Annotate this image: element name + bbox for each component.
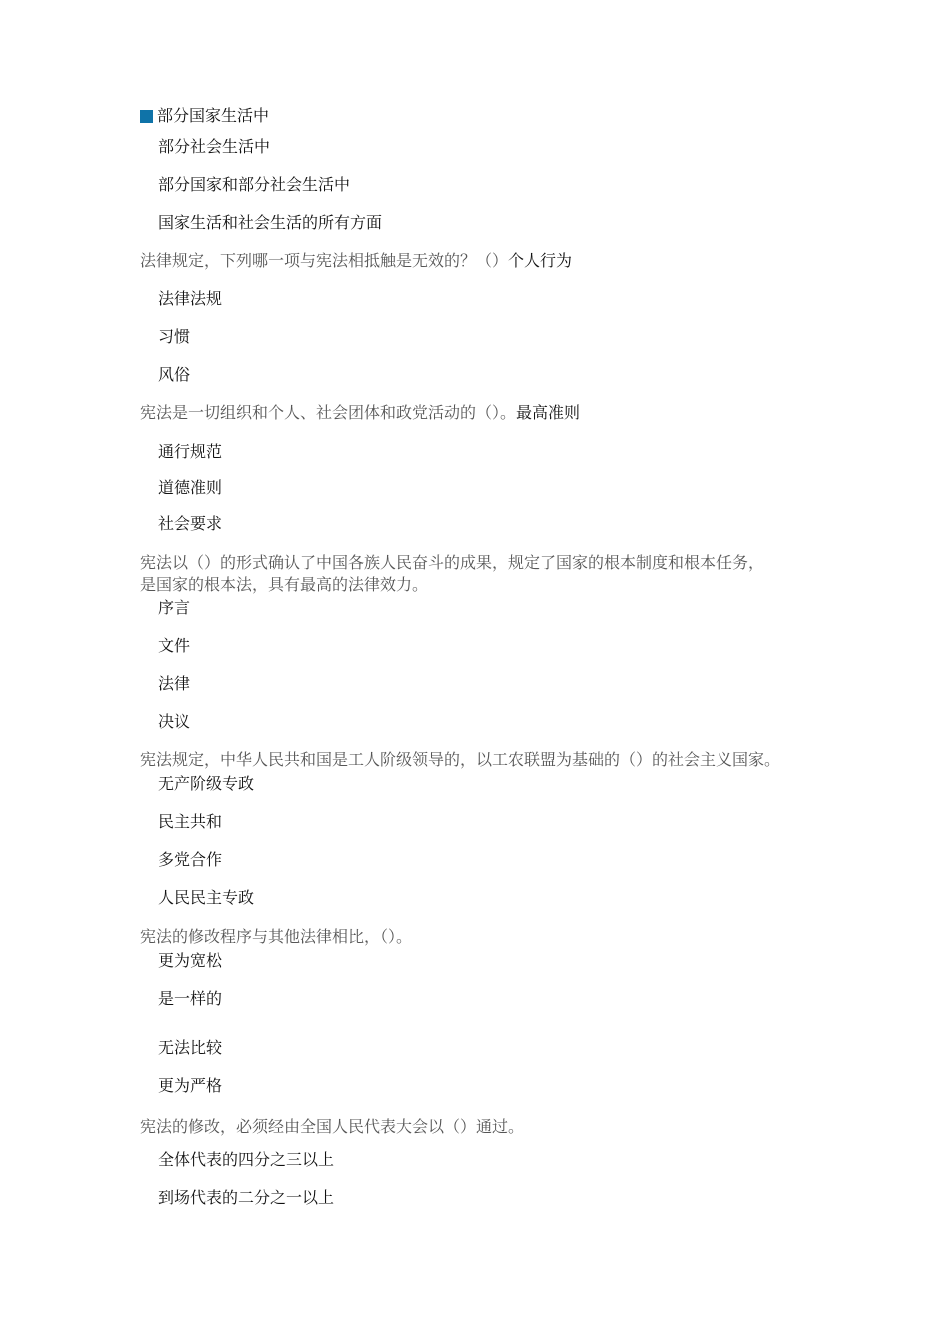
option-line: 全体代表的四分之三以上 bbox=[158, 1150, 335, 1169]
question-line: 宪法的修改程序与其他法律相比，（）。 bbox=[140, 927, 413, 946]
question-line: 是国家的根本法，具有最高的法律效力。 bbox=[140, 575, 429, 594]
option-line: 习惯 bbox=[158, 327, 191, 346]
option-line: 无法比较 bbox=[158, 1038, 223, 1057]
option-line: 社会要求 bbox=[158, 514, 223, 533]
selected-marker-icon bbox=[140, 110, 153, 123]
option-line: 人民民主专政 bbox=[158, 888, 255, 907]
option-line: 决议 bbox=[158, 712, 191, 731]
question-line: 宪法规定，中华人民共和国是工人阶级领导的，以工农联盟为基础的（）的社会主义国家。 bbox=[140, 750, 781, 769]
answer-text: 个人行为 bbox=[508, 251, 573, 270]
option-line: 法律法规 bbox=[158, 289, 223, 308]
question-text: 法律规定，下列哪一项与宪法相抵触是无效的？（） bbox=[140, 251, 509, 270]
option-text: 部分国家生活中 bbox=[157, 106, 270, 125]
option-line bbox=[140, 105, 269, 127]
option-line: 通行规范 bbox=[158, 442, 223, 461]
option-line: 是一样的 bbox=[158, 989, 223, 1008]
option-line: 道德准则 bbox=[158, 478, 223, 497]
option-line: 文件 bbox=[158, 636, 191, 655]
question-line: 宪法以（）的形式确认了中国各族人民奋斗的成果，规定了国家的根本制度和根本任务， bbox=[140, 553, 765, 572]
answer-text: 最高准则 bbox=[516, 403, 581, 422]
option-line: 民主共和 bbox=[158, 812, 223, 831]
option-line: 更为宽松 bbox=[158, 951, 223, 970]
option-line: 到场代表的二分之一以上 bbox=[158, 1188, 335, 1207]
option-line: 序言 bbox=[158, 598, 191, 617]
option-line: 多党合作 bbox=[158, 850, 223, 869]
question-line bbox=[140, 250, 572, 272]
option-line: 部分社会生活中 bbox=[158, 137, 271, 156]
question-line bbox=[140, 402, 580, 424]
option-line: 风俗 bbox=[158, 365, 191, 384]
option-line: 国家生活和社会生活的所有方面 bbox=[158, 213, 383, 232]
option-line: 更为严格 bbox=[158, 1076, 223, 1095]
option-line: 法律 bbox=[158, 674, 191, 693]
question-text: 宪法是一切组织和个人、社会团体和政党活动的（）。 bbox=[140, 403, 517, 422]
question-line: 宪法的修改，必须经由全国人民代表大会以（）通过。 bbox=[140, 1117, 525, 1136]
option-line: 部分国家和部分社会生活中 bbox=[158, 175, 351, 194]
option-line: 无产阶级专政 bbox=[158, 774, 255, 793]
